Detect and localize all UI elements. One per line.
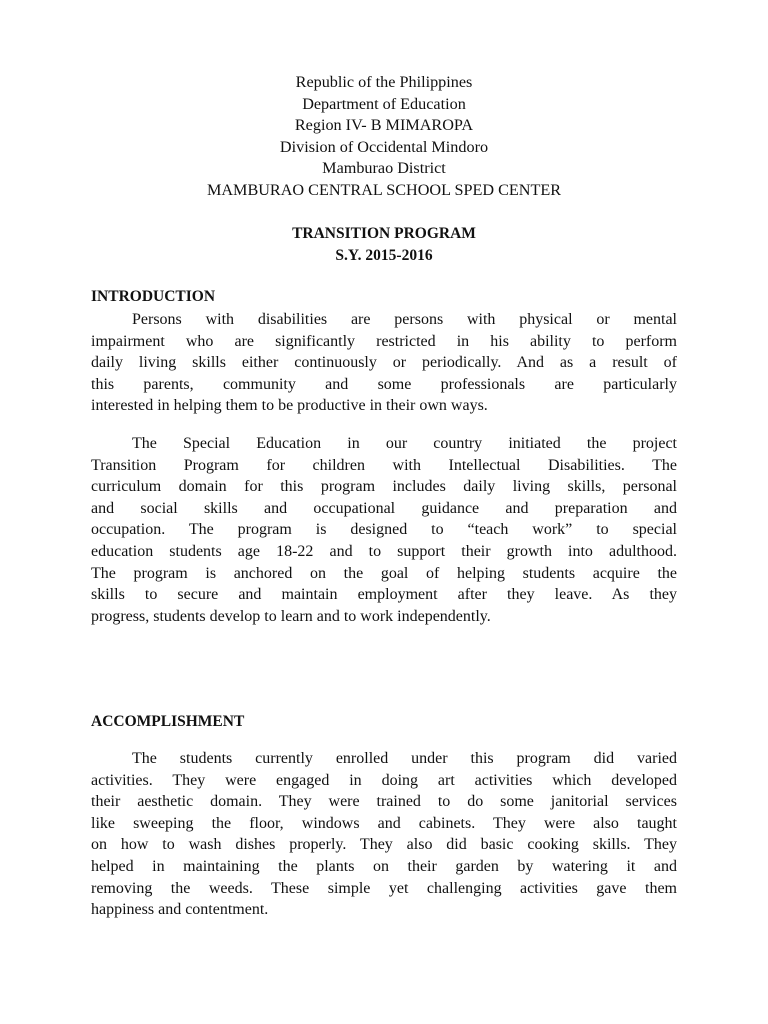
paragraph-line: daily living skills either continuously or periodically. And as a result of (91, 354, 677, 372)
document-title (0, 223, 768, 266)
paragraph-line: The Special Education in our country initiated the project (132, 435, 677, 452)
paragraph-line: interested in helping them to be productive in their own ways. (91, 397, 488, 415)
header-line-district: Mamburao District (322, 159, 446, 178)
paragraph-line: The program is anchored on the goal of helping students acquire the (91, 564, 677, 582)
paragraph-line: skills to secure and maintain employment after they leave. As they (91, 586, 677, 604)
paragraph-line: their aesthetic domain. They were trained to do some janitorial services (91, 793, 677, 811)
introduction-paragraph-1 (91, 309, 677, 417)
letterhead (0, 72, 768, 202)
paragraph-line: and social skills and occupational guidance and preparation and (91, 499, 677, 517)
paragraph-line: Transition Program for children with Intellectual Disabilities. The (91, 456, 677, 474)
paragraph-line: education students age 18-22 and to support their growth into adulthood. (91, 542, 677, 560)
paragraph-line: helped in maintaining the plants on their garden by watering it and (91, 857, 677, 875)
paragraph-line: like sweeping the floor, windows and cabinets. They were also taught (91, 814, 677, 832)
accomplishment-paragraph (91, 748, 677, 921)
paragraph-line: The students currently enrolled under this program did varied (132, 750, 677, 767)
program-title: TRANSITION PROGRAM (292, 225, 476, 242)
header-line-division: Division of Occidental Mindoro (279, 137, 489, 156)
header-line-region: Region IV- B MIMAROPA (294, 116, 474, 135)
paragraph-line: happiness and contentment. (91, 901, 269, 919)
introduction-paragraph-2 (91, 433, 677, 627)
paragraph-line: impairment who are significantly restricted in his ability to perform (91, 332, 677, 350)
accomplishment-heading: ACCOMPLISHMENT (91, 713, 245, 730)
paragraph-line: this parents, community and some professionals are particularly (91, 375, 677, 393)
header-line-country: Republic of the Philippines (295, 73, 473, 91)
paragraph-line: Persons with disabilities are persons with physical or mental (132, 311, 677, 328)
paragraph-line: on how to wash dishes properly. They also did basic cooking skills. They (91, 836, 677, 854)
paragraph-line: progress, students develop to learn and to work independently. (91, 607, 491, 625)
paragraph-line: activities. They were engaged in doing art activities which developed (91, 771, 677, 789)
paragraph-line: occupation. The program is designed to “teach work” to special (91, 521, 677, 539)
header-line-school: MAMBURAO CENTRAL SCHOOL SPED CENTER (206, 180, 562, 199)
header-line-department: Department of Education (302, 94, 466, 113)
paragraph-line: removing the weeds. These simple yet challenging activities gave them (91, 879, 677, 897)
paragraph-line: curriculum domain for this program includes daily living skills, personal (91, 478, 677, 496)
school-year: S.Y. 2015-2016 (335, 246, 433, 264)
introduction-heading: INTRODUCTION (91, 288, 216, 305)
